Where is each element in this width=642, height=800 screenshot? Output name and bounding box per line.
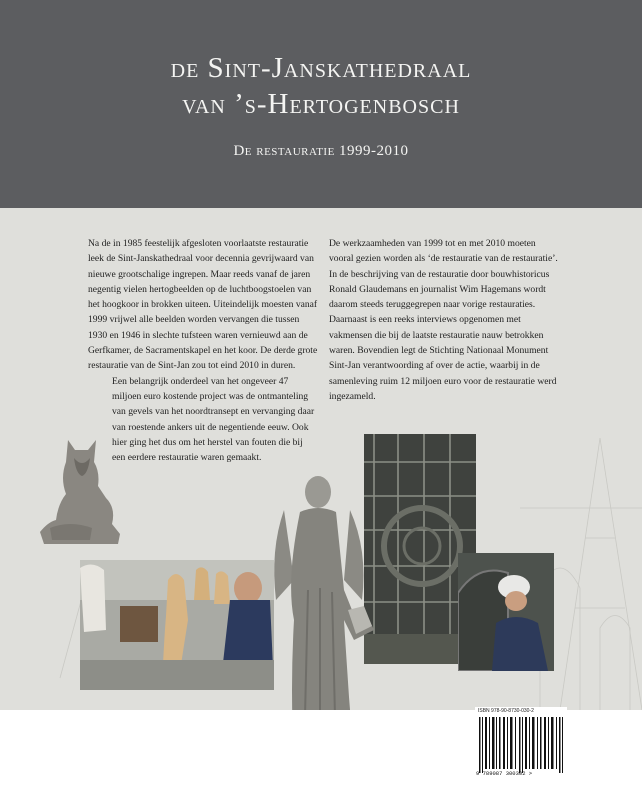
paragraph: Een belangrijk onderdeel van het ongeveer 47 miljoen euro kostende project was de ontmanteling van gevels van het noordtransept en vervanging daar van roestende ankers uit de negentiende eeuw. Ook hier ging het dus om het herstel van fouten die bij een eerdere restauratie waren gemaakt.: [112, 375, 315, 464]
text-column-right: [329, 236, 561, 404]
workshop-sculptor-photo: [80, 560, 274, 690]
paragraph: Na de in 1985 feestelijk afgesloten voorlaatste restauratie leek de Sint-Janskathedraal voor decennia gevrijwaard van nieuwe grootschalige ingrepen. Maar reeds vanaf de jaren negentig vielen hertogbeelden op de luchtboogstoelen van het hoogkoor in brokken uiteen. Uiteindelijk moesten vanaf 1999 vrijwel alle beelden worden vervangen die tussen 1930 en 1946 in slechte tufsteen waren vernieuwd aan de Gerfkamer, de Sacramentskapel en het koor. De derde grote restauratie van de Sint-Jan zou tot eind 2010 in duren.: [88, 238, 318, 372]
paragraph: De werkzaamheden van 1999 tot en met 2010 moeten vooral gezien worden als ‘de restauratie van de restauratie’. In de beschrijving van de restauratie door bouwhistoricus Ronald Glaudemans en journalist Wim Hagemans wordt daarom steeds teruggegrepen naar vorige restauraties. Daarnaast is een reeks interviews opgenomen met vakmensen die bij de laatste restauratie nauw betrokken waren. Bovendien legt de Stichting Nationaal Monument Sint-Jan verantwoording af over de actie, waarbij in de samenleving ruim 12 miljoen euro voor de restauratie werd ingezameld.: [329, 238, 558, 402]
gargoyle-statue-photo: [30, 428, 130, 548]
worker-helmet-photo: [458, 553, 554, 671]
barcode-number: 9 789087 300302 >: [476, 770, 533, 777]
isbn-label: ISBN 978-90-8730-030-2: [478, 708, 534, 714]
book-subtitle: De restauratie 1999-2010: [233, 143, 409, 159]
book-title-line1: de Sint-Janskathedraal: [170, 52, 472, 84]
barcode-icon: [479, 717, 565, 773]
book-title-line2: van ’s-Hertogenbosch: [182, 88, 460, 120]
barcode-area: [475, 707, 567, 779]
